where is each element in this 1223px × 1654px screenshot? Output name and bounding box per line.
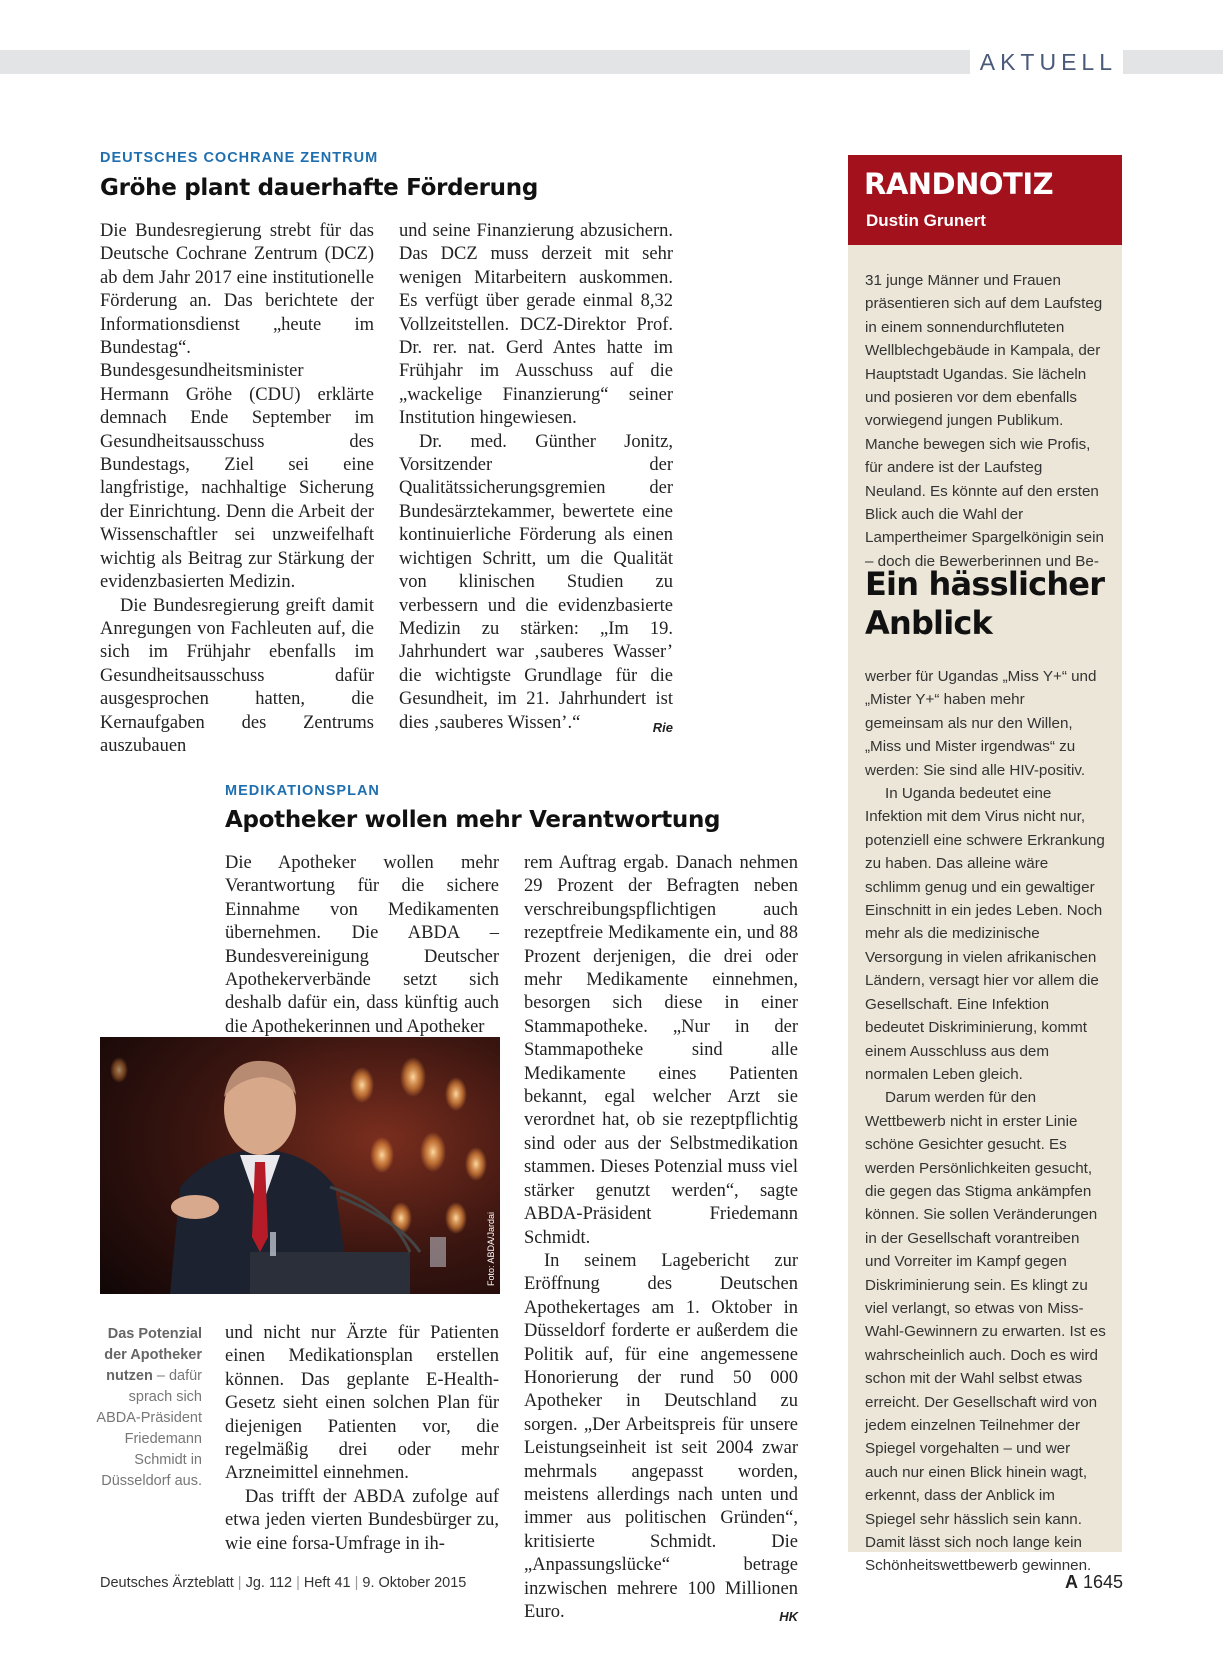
article1-paragraph: Die Bundesregierung strebt für das Deutsche Cochrane Zentrum (DCZ) ab dem Jahr 2017 eine institutionelle Förderung an. Das berichtete der Informationsdienst „heute im Bundestag“. Bundesgesundheitsminister Hermann Gröhe (CDU) erklärte demnach Ende September im Gesundheitsausschuss des Bundestags, Ziel sei eine langfristige, nachhaltige Sicherung der Einrichtung. Denn die Arbeit der Wissenschaftler sei unzweifelhaft wichtig als Beitrag zur Stärkung der evidenzbasierten Medizin. bbox=[100, 221, 374, 593]
footer-journal: Deutsches Ärzteblatt bbox=[100, 1575, 234, 1591]
randnotiz-header bbox=[848, 155, 1122, 245]
article1-column-1 bbox=[100, 220, 374, 758]
article2-kicker: MEDIKATIONSPLAN bbox=[225, 783, 380, 799]
article2-column-1-bottom bbox=[225, 1322, 499, 1556]
photo-credit: Foto: ABDA/Jardai bbox=[486, 1211, 496, 1286]
article1-column-2 bbox=[399, 220, 673, 739]
footer-volume: Jg. 112 bbox=[245, 1575, 293, 1591]
randnotiz-paragraph: werber für Ugandas „Miss Y+“ und „Mister Y+“ haben mehr gemeinsam als nur den Willen, „Miss und Mister irgendwas“ zu werden: Sie sind alle HIV-positiv. bbox=[865, 668, 1097, 779]
footer-issue: Heft 41 bbox=[303, 1575, 351, 1591]
article2-paragraph: Die Apotheker wollen mehr Verantwortung für die sichere Einnahme von Medikamenten übernehmen. Die ABDA – Bundesvereinigung Deutscher Apothekerverbände setzt sich deshalb dafür ein, dass künftig auch die Apothekerinnen und Apotheker bbox=[225, 853, 499, 1037]
article2-paragraph-text: In seinem Lagebericht zur Eröffnung des Deutschen Apothekertages am 1. Oktober in Düsseldorf forderte er außerdem die Politik auf, für eine angemessene Honorierung der rund 50 000 Apotheker in Deutschland zu sorgen. „Der Arbeitspreis für unsere Leistungseinheit ist seit 2004 zwar mehrmals angepasst worden, meistens allerdings nach unten und immer aus politischen Gründen“, kritisierte Schmidt. Die „Anpassungslücke“ betrage inzwischen mehrere 100 Millionen Euro. bbox=[524, 1250, 798, 1622]
article2-headline: Apotheker wollen mehr Verantwortung bbox=[225, 807, 721, 833]
randnotiz-paragraph: Darum werden für den Wettbewerb nicht in erster Linie schöne Gesichter gesucht. Es werden Persönlichkeiten gesucht, die gegen das Stigma ankämpfen können. Sie sollen Veränderungen in der Gesellschaft vorantreiben und Vorreiter im Kampf gegen Diskriminierung sein. Es klingt zu viel verlangt, so etwas von Miss-Wahl-Gewinnern zu erwarten. Ist es wahrscheinlich auch. Doch es wird schon mit der Wahl selbst etwas erreicht. Der Gesellschaft wird von jedem einzelnen Teilnehmer der Spiegel vorgehalten – und wer auch nur einen Blick hinein wagt, erkennt, dass der Anblick im Spiegel sehr hässlich sein kann. Damit lässt sich noch lange kein Schönheitswettbewerb gewinnen. bbox=[865, 1089, 1106, 1575]
article1-kicker: DEUTSCHES COCHRANE ZENTRUM bbox=[100, 150, 379, 166]
section-label: AKTUELL bbox=[970, 48, 1123, 76]
page-number-value: 1645 bbox=[1082, 1572, 1123, 1592]
article2-paragraph: rem Auftrag ergab. Danach nehmen 29 Prozent der Befragten neben verschreibungspflichtigen auch rezeptfreie Medikamente ein, und 88 Prozent derjenigen, die drei oder mehr Medikamente einnehmen, besorgen sich diese in einer Stammapotheke. „Nur in der Stammapotheke sind alle Medikamente eines Patienten bekannt, egal welcher Arzt sie verordnet hat, ob sie rezeptpflichtig sind oder aus der Selbstmedikation stammen. Dieses Potenzial muss viel stärker genutzt werden“, sagte ABDA-Präsident Friedemann Schmidt. bbox=[524, 853, 798, 1248]
randnotiz-paragraph: 31 junge Männer und Frauen präsentieren sich auf dem Laufsteg in einem sonnendurchfluteten Wellblechgebäude in Kampala, der Hauptstadt Ugandas. Sie lächeln und posieren vor dem ebenfalls vorwiegend jungen Publikum. Manche bewegen sich wie Profis, für andere ist der Laufsteg Neuland. Es könnte auf den ersten Blick auch die Wahl der Lampertheimer Spargelkönigin sein – doch die Bewerberinnen und Be- bbox=[865, 272, 1104, 570]
article1-headline: Gröhe plant dauerhafte Förderung bbox=[100, 175, 538, 201]
page-number bbox=[1065, 1572, 1123, 1593]
article2-column-1-top bbox=[225, 852, 499, 1039]
article2-column-2 bbox=[524, 852, 798, 1628]
footer: Deutsches Ärzteblatt | Jg. 112 | Heft 41 | 9. Oktober 2015 bbox=[100, 1575, 467, 1591]
page-prefix: A bbox=[1064, 1572, 1078, 1592]
footer-date: 9. Oktober 2015 bbox=[362, 1575, 467, 1591]
randnotiz-paragraph: In Uganda bedeutet eine Infektion mit dem Virus nicht nur, potenziell eine schwere Erkrankung zu haben. Das alleine wäre schlimm genug und ein gewaltiger Einschnitt in ein jedes Leben. Noch mehr als die medizinische Versorgung in vielen afrikanischen Ländern, versagt hier vor allem die Gesellschaft. Eine Infektion bedeutet Diskriminierung, kommt einem Ausschluss aus dem normalen Leben gleich. bbox=[865, 785, 1105, 1083]
article1-signature: Rie bbox=[652, 719, 673, 735]
article1-paragraph: Die Bundesregierung greift damit Anregungen von Fachleuten auf, die sich im Frühjahr ebenfalls im Gesundheitsausschuss dafür ausgesprochen hatten, die Kernaufgaben des Zentrums auszubauen bbox=[100, 595, 374, 756]
article1-paragraph bbox=[399, 431, 673, 735]
randnotiz-headline: Ein hässlicher Anblick bbox=[865, 565, 1105, 642]
speaker-photo bbox=[100, 1037, 500, 1294]
randnotiz-box bbox=[848, 155, 1122, 1575]
caption-text: – dafür sprach sich ABDA-Präsident Friedemann Schmidt in Düsseldorf aus. bbox=[96, 1368, 202, 1489]
article2-paragraph: Das trifft der ABDA zufolge auf etwa jeden vierten Bundesbürger zu, wie eine forsa-Umfrage in ih- bbox=[225, 1486, 499, 1554]
randnotiz-author: Dustin Grunert bbox=[866, 211, 986, 230]
article1-paragraph-text: Dr. med. Günther Jonitz, Vorsitzender der Qualitätssicherungsgremien der Bundesärztekammer, bewertete eine kontinuierliche Förderung als einen wichtigen Schritt, um die Qualität von klinischen Studien zu verbessern und die evidenzbasierte Medizin zu stärken: „Im 19. Jahrhundert war ‚sauberes Wasser’ die wichtigste Grundlage für die Gesundheit, im 21. Jahrhundert ist dies ‚sauberes Wissen’.“ bbox=[399, 431, 673, 733]
article1-paragraph: und seine Finanzierung abzusichern. Das DCZ muss derzeit mit sehr wenigen Mitarbeitern auskommen. Es verfügt über gerade einmal 8,32 Vollzeitstellen. DCZ-Direktor Prof. Dr. rer. nat. Gerd Antes hatte im Frühjahr im Ausschuss auf die „wackelige Finanzierung“ seiner Institution hingewiesen. bbox=[399, 221, 673, 429]
article2-signature: HK bbox=[779, 1609, 798, 1624]
randnotiz-label: RANDNOTIZ bbox=[864, 167, 1054, 201]
article2-paragraph bbox=[524, 1250, 798, 1625]
caption-bold: Das Potenzial der Apotheker nutzen bbox=[104, 1326, 202, 1384]
article2-paragraph: und nicht nur Ärzte für Patienten einen Medikationsplan erstellen können. Das geplante E-Health-Gesetz sieht einen solchen Plan für diejenigen Patienten vor, die regelmäßig drei oder mehr Arzneimittel einnehmen. bbox=[225, 1323, 499, 1484]
randnotiz-body bbox=[865, 665, 1107, 1578]
speaker-photo-image bbox=[100, 1037, 500, 1294]
photo-caption bbox=[96, 1324, 202, 1492]
randnotiz-intro bbox=[865, 269, 1107, 573]
